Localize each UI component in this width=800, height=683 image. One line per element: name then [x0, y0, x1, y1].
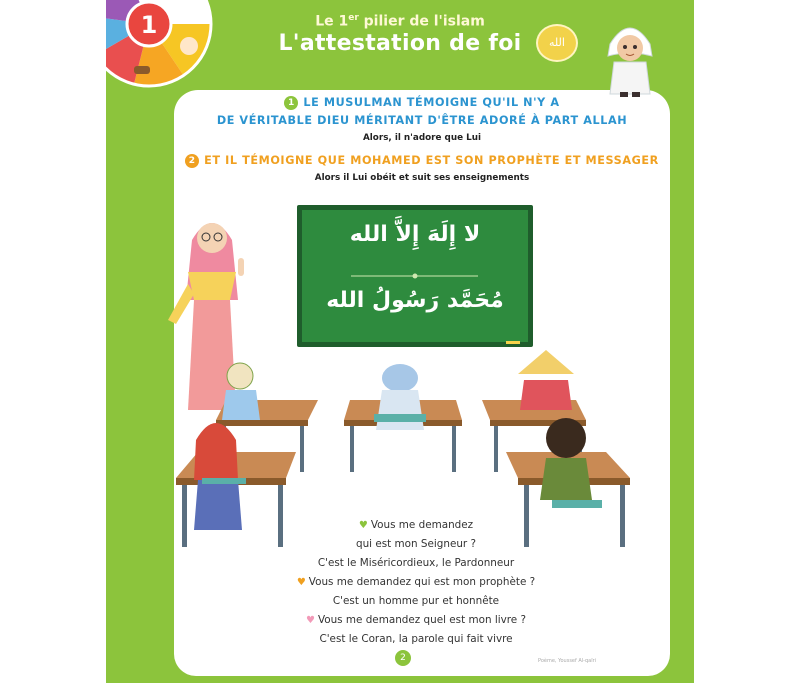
- blackboard-line2: مُحَمَّد رَسُولُ الله: [326, 288, 504, 313]
- page-title: L'attestation de foi: [278, 31, 522, 56]
- student-red-hijab: [194, 423, 242, 530]
- page-number: 2: [394, 649, 412, 667]
- pillar1-number: 1: [284, 96, 298, 110]
- chair-left: [202, 478, 246, 484]
- pillar2-note: Alors il Lui obéit et suit ses enseignements: [314, 173, 530, 183]
- page: [106, 0, 694, 683]
- student-curly-hair: [540, 418, 592, 500]
- poem-line: ♥ Vous me demandez qui est mon prophète ?: [296, 576, 536, 588]
- pink-heart-icon: ♥: [305, 615, 315, 626]
- poem: [286, 516, 546, 649]
- chair-right: [552, 500, 602, 508]
- poem-line: C'est le Coran, la parole qui fait vivre: [319, 633, 513, 645]
- pillar1-line2: DE VÉRITABLE DIEU MÉRITANT D'ÊTRE ADORÉ À PART ALLAH: [216, 114, 628, 127]
- poem-line: C'est un homme pur et honnête: [332, 595, 500, 607]
- header-subtitle: Le 1er pilier de l'islam: [315, 13, 485, 30]
- poem-line: C'est le Miséricordieux, le Pardonneur: [317, 557, 515, 569]
- poem-line: ♥ Vous me demandez quel est mon livre ?: [305, 614, 527, 626]
- student-straw-hat: [518, 350, 574, 410]
- orange-heart-icon: ♥: [296, 577, 306, 588]
- poem-line: qui est mon Seigneur ?: [355, 538, 477, 550]
- poem-line: ♥ Vous me demandez: [358, 519, 474, 531]
- poem-credit: Poème, Youssef Al-qaïri: [538, 658, 597, 664]
- green-heart-icon: ♥: [358, 520, 368, 531]
- blackboard-line1: لا إِلَهَ إِلاَّ الله: [349, 222, 481, 247]
- allah-badge-icon: الله: [536, 24, 578, 62]
- pillar2-line1: 2 ET IL TÉMOIGNE QUE MOHAMED EST SON PROPHÈTE ET MESSAGER: [174, 154, 670, 168]
- pillar1-note: Alors, il n'adore que Lui: [362, 133, 481, 143]
- student-kufi: [222, 363, 260, 420]
- wheel-number: 1: [140, 11, 158, 39]
- pillar1-line1: 1 LE MUSULMAN TÉMOIGNE QU'IL N'Y A: [174, 96, 670, 110]
- chair-middle: [374, 414, 426, 422]
- pillar2-number: 2: [185, 154, 199, 168]
